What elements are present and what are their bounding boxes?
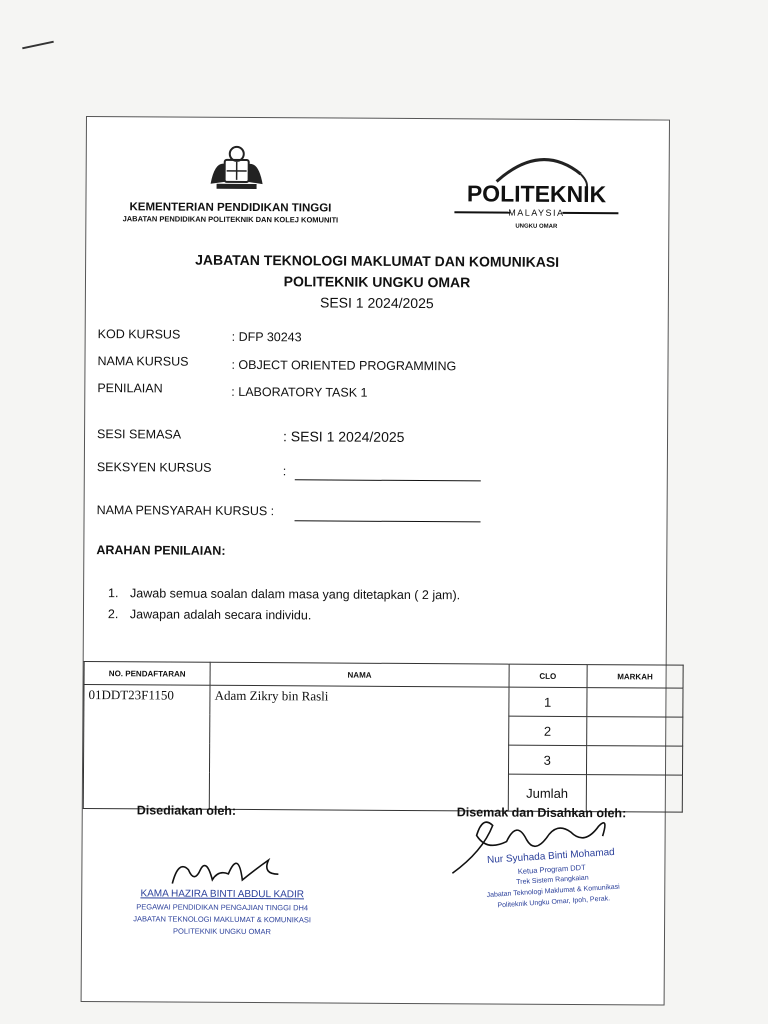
stray-pen-mark [22, 41, 54, 50]
marks-clo-2 [586, 717, 682, 747]
instruction-item [108, 604, 460, 627]
instruction-text: Jawapan adalah secara individu. [129, 607, 312, 623]
logo-country: MALAYSIA [508, 207, 565, 218]
col-header-registration: NO. PENDAFTARAN [84, 661, 210, 685]
department-title: JABATAN TEKNOLOGI MAKLUMAT DAN KOMUNIKASI [195, 251, 560, 270]
assessment-cover-sheet [81, 116, 670, 1006]
preparer-name: KAMA HAZIRA BINTI ABDUL KADIR [140, 888, 305, 901]
instruction-text: Jawab semua soalan dalam masa yang ditetapkan ( 2 jam). [130, 586, 461, 603]
session-title: SESI 1 2024/2025 [319, 294, 434, 312]
lecturer-name-blank [295, 520, 481, 522]
col-header-marks: MARKAH [587, 665, 683, 689]
student-marks-table [83, 661, 684, 813]
course-code-label: KOD KURSUS [97, 327, 181, 342]
table-row [84, 684, 683, 717]
student-name: Adam Zikry bin Rasli [209, 685, 508, 811]
current-session-value: : SESI 1 2024/2025 [282, 428, 405, 445]
verified-by-label: Disemak dan Disahkan oleh: [456, 805, 627, 821]
course-section-colon: : [282, 464, 287, 479]
ministry-name: KEMENTERIAN PENDIDIKAN TINGGI [129, 201, 332, 215]
instruction-item [108, 583, 460, 606]
course-name-label: NAMA KURSUS [97, 354, 189, 369]
department-name: JABATAN PENDIDIKAN POLITEKNIK DAN KOLEJ KOMUNITI [122, 214, 339, 225]
verifier-track: Trek Sistem Rangkaian [516, 874, 589, 887]
course-section-blank [295, 479, 481, 481]
preparer-title: PEGAWAI PENDIDIKAN PENGAJIAN TINGGI DH4 [136, 902, 309, 913]
logo-wordmark: POLITEKNIK [466, 180, 607, 208]
instruction-number: 1. [108, 586, 119, 601]
instructions-list [108, 583, 460, 627]
preparer-department: JABATAN TEKNOLOGI MAKLUMAT & KOMUNIKASI [133, 914, 311, 925]
verifier-name: Nur Syuhada Binti Mohamad [486, 846, 616, 866]
assessment-label: PENILAIAN [97, 381, 163, 396]
course-code-value: : DFP 30243 [231, 329, 302, 345]
marks-clo-3 [586, 746, 682, 776]
total-label: Jumlah [508, 774, 586, 811]
assessment-value: : LABORATORY TASK 1 [231, 384, 368, 400]
prepared-by-label: Disediakan oleh: [136, 803, 237, 818]
ministry-block [100, 201, 360, 225]
preparer-stamp [102, 887, 342, 938]
logo-campus: UNGKU OMAR [515, 223, 558, 230]
current-session-label: SESI SEMASA [97, 427, 182, 442]
politeknik-malaysia-logo [448, 143, 625, 232]
clo-2: 2 [508, 716, 586, 745]
lecturer-name-label: NAMA PENSYARAH KURSUS : [96, 503, 275, 519]
instructions-heading: ARAHAN PENILAIAN: [96, 543, 226, 558]
verifier-stamp [451, 844, 654, 915]
verifier-title: Ketua Program DDT [517, 862, 586, 877]
clo-3: 3 [508, 745, 586, 774]
instruction-number: 2. [107, 607, 119, 622]
verifier-institution: Politeknik Ungku Omar, Ipoh, Perak. [497, 895, 611, 910]
col-header-clo: CLO [509, 664, 587, 687]
course-name-value: : OBJECT ORIENTED PROGRAMMING [231, 357, 457, 374]
marks-clo-1 [587, 688, 683, 718]
preparer-institution: POLITEKNIK UNGKU OMAR [173, 926, 272, 937]
registration-number: 01DDT23F1150 [83, 684, 210, 809]
col-header-name: NAMA [210, 662, 509, 687]
malaysia-coat-of-arms-icon [207, 144, 267, 192]
clo-1: 1 [509, 687, 587, 716]
course-section-label: SEKSYEN KURSUS [96, 460, 212, 475]
institution-title: POLITEKNIK UNGKU OMAR [283, 273, 471, 291]
document-heading [86, 249, 668, 316]
verifier-department: Jabatan Teknologi Maklumat & Komunikasi [486, 883, 620, 900]
